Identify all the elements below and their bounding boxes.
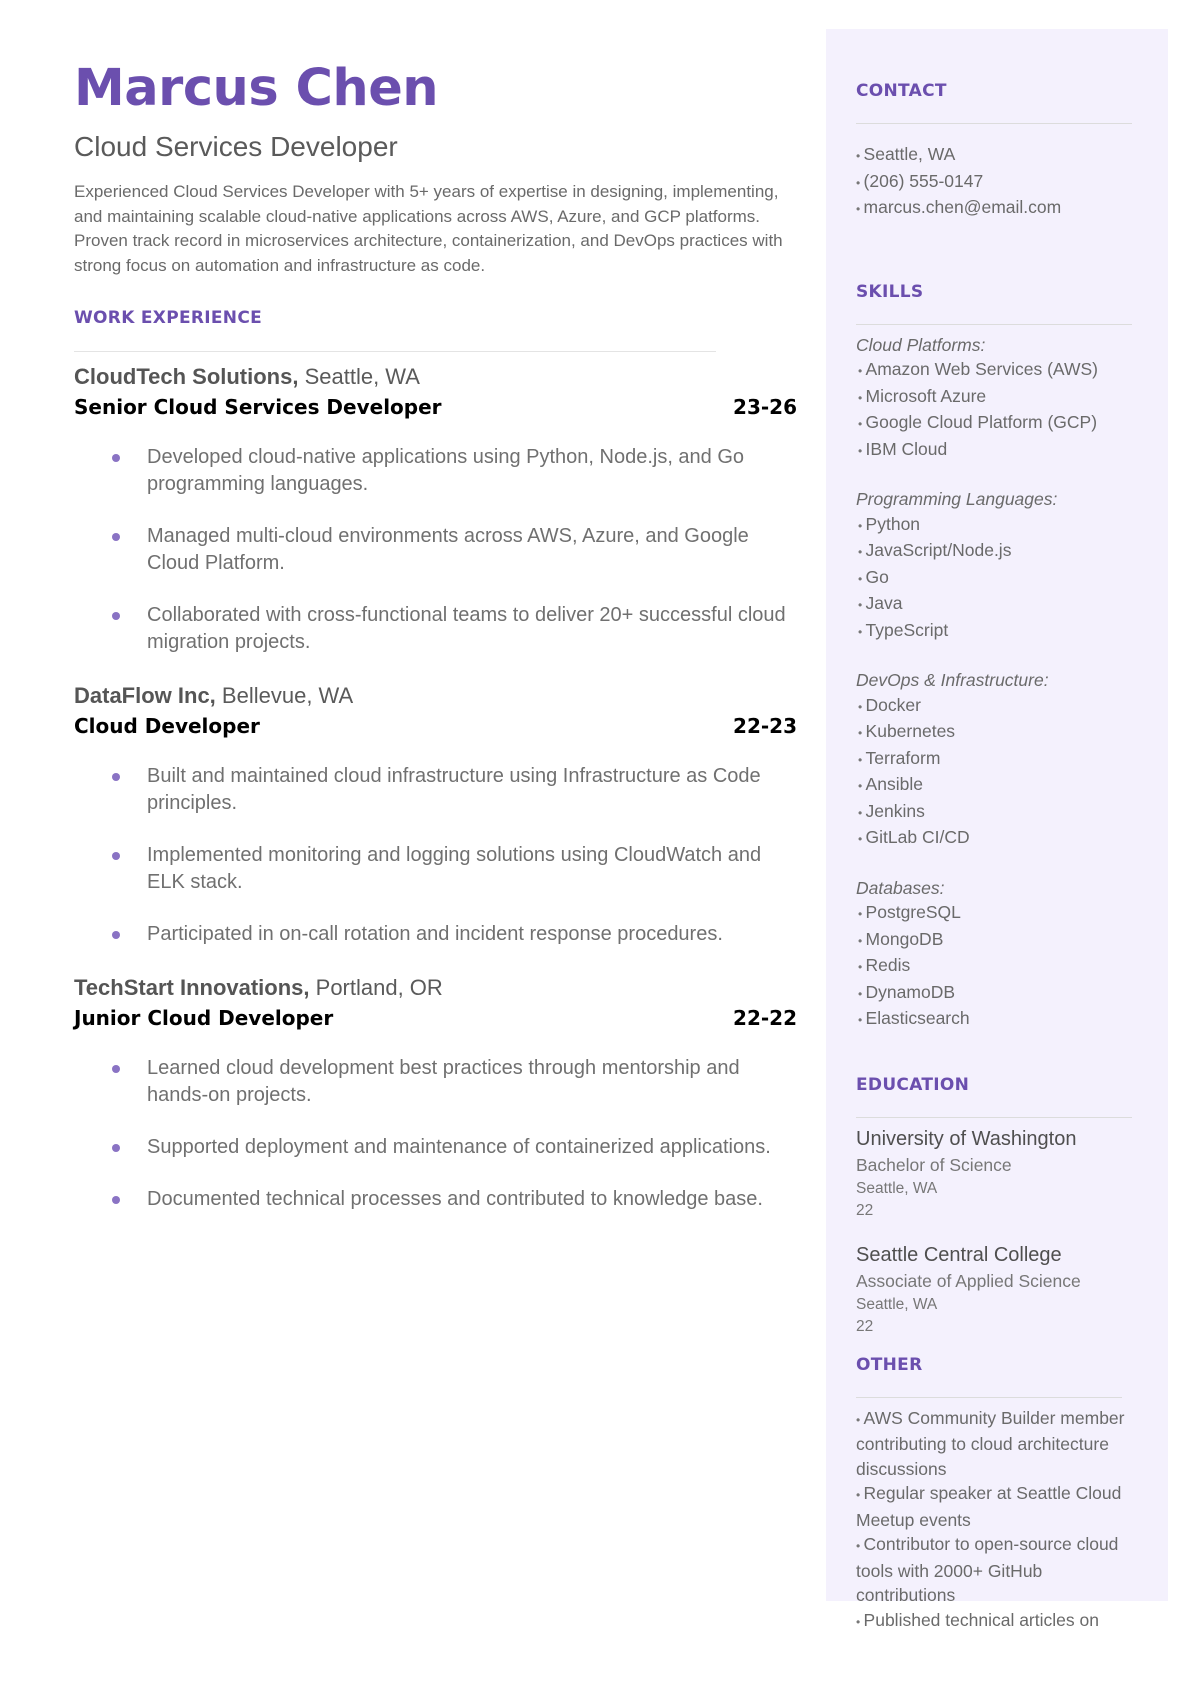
skill-item: • PostgreSQL: [856, 900, 1144, 927]
job-bullets: [74, 1055, 800, 1213]
other-item: • Published technical articles on: [856, 1608, 1144, 1635]
professional-summary: Experienced Cloud Services Developer with 5+ years of expertise in designing, implementing, and maintaining scalable cloud-native applications across AWS, Azure, and GCP platforms. Proven track record in microservices architecture, containerization, and DevOps practices with strong focus on automation and infrastructure as code.: [74, 182, 783, 275]
company-name: DataFlow Inc,: [74, 683, 216, 708]
skill-item: • IBM Cloud: [856, 437, 1144, 464]
skill-item: • Amazon Web Services (AWS): [856, 357, 1144, 384]
bullet-dot-icon: [112, 1065, 120, 1073]
education-school: University of Washington: [856, 1127, 1077, 1150]
skill-item: • Redis: [856, 953, 1144, 980]
education-location: Seattle, WA: [856, 1295, 938, 1313]
section-divider: [74, 351, 716, 352]
job-bullets: [74, 444, 800, 656]
contact-email: • marcus.chen@email.com: [856, 195, 1144, 222]
job-bullet: [74, 602, 804, 656]
job-dates: 23-26: [733, 395, 797, 419]
sidebar-content: [856, 81, 1144, 1634]
bullet-dot-icon: [112, 931, 120, 939]
bullet-dot-icon: [112, 1196, 120, 1204]
education-entry: [856, 1242, 1144, 1338]
sidebar: [826, 29, 1168, 1630]
job-company-line: [74, 681, 800, 711]
education-degree: Associate of Applied Science: [856, 1270, 1081, 1291]
job-dates: 22-23: [733, 714, 797, 738]
company-location: Bellevue, WA: [221, 683, 354, 708]
job-bullet: [74, 842, 804, 896]
skills-heading: SKILLS: [856, 281, 924, 302]
job-bullet-text: Implemented monitoring and logging solutions using CloudWatch and ELK stack.: [147, 844, 762, 893]
education-heading: EDUCATION: [856, 1074, 970, 1095]
education-degree: Bachelor of Science: [856, 1154, 1012, 1175]
education-location: Seattle, WA: [856, 1179, 938, 1197]
other-item: • Contributor to open-source cloud tools with 2000+ GitHub contributions: [856, 1532, 1144, 1608]
education-year: 22: [856, 1201, 874, 1219]
job-dates: 22-22: [733, 1006, 797, 1030]
job-role-line: [74, 711, 797, 741]
skill-item: • Elasticsearch: [856, 1006, 1144, 1033]
bullet-dot-icon: [112, 533, 120, 541]
job-bullet-text: Supported deployment and maintenance of containerized applications.: [147, 1136, 771, 1158]
skill-item: • GitLab CI/CD: [856, 825, 1144, 852]
job-role: Senior Cloud Services Developer: [74, 395, 442, 419]
job-bullet: [74, 1134, 804, 1161]
skill-item: • Java: [856, 591, 1144, 618]
education-list: [856, 1126, 1144, 1338]
bullet-dot-icon: [112, 454, 120, 462]
other-item: • Regular speaker at Seattle Cloud Meetup events: [856, 1481, 1144, 1532]
candidate-name: Marcus Chen: [74, 59, 439, 118]
education-year: 22: [856, 1317, 874, 1335]
job-bullets: [74, 763, 800, 948]
job-company-line: [74, 973, 800, 1003]
main-column: [74, 55, 800, 1238]
skills-list: [856, 333, 1144, 1033]
contact-heading: CONTACT: [856, 81, 947, 101]
skill-category: Cloud Platforms:: [856, 334, 986, 355]
skill-group: [856, 668, 1144, 852]
job-bullet: [74, 1186, 804, 1213]
skill-item: • JavaScript/Node.js: [856, 538, 1144, 565]
skill-item: • Terraform: [856, 746, 1144, 773]
job-bullet-text: Participated in on-call rotation and incident response procedures.: [147, 923, 723, 945]
bullet-dot-icon: [112, 852, 120, 860]
contact-phone: • (206) 555-0147: [856, 169, 1144, 196]
skill-category: Databases:: [856, 877, 945, 898]
job-bullet-text: Managed multi-cloud environments across AWS, Azure, and Google Cloud Platform.: [147, 525, 749, 574]
job-company-line: [74, 362, 800, 392]
section-divider: [856, 324, 1132, 325]
bullet-dot-icon: [112, 773, 120, 781]
bullet-dot-icon: [112, 1144, 120, 1152]
job-bullet-text: Developed cloud-native applications using Python, Node.js, and Go programming languages.: [147, 446, 745, 495]
skill-item: • Microsoft Azure: [856, 384, 1144, 411]
job-entry: [74, 362, 800, 656]
job-bullet-text: Collaborated with cross-functional teams to deliver 20+ successful cloud migration projects.: [147, 604, 786, 653]
job-title: Cloud Services Developer: [74, 131, 398, 162]
job-bullet: [74, 763, 804, 817]
skill-item: • DynamoDB: [856, 980, 1144, 1007]
skill-item: • Ansible: [856, 772, 1144, 799]
job-bullet: [74, 523, 804, 577]
skill-item: • MongoDB: [856, 927, 1144, 954]
work-experience-list: [74, 362, 800, 1213]
job-role-line: [74, 392, 797, 422]
education-entry: [856, 1126, 1144, 1222]
skill-group: [856, 333, 1144, 464]
work-experience-heading: WORK EXPERIENCE: [74, 308, 263, 328]
job-role: Junior Cloud Developer: [74, 1006, 334, 1030]
company-location: Seattle, WA: [304, 364, 420, 389]
skill-category: Programming Languages:: [856, 489, 1058, 509]
job-role-line: [74, 1003, 797, 1033]
job-entry: [74, 681, 800, 948]
company-location: Portland, OR: [315, 975, 443, 1000]
job-bullet: [74, 921, 804, 948]
job-bullet-text: Built and maintained cloud infrastructure using Infrastructure as Code principles.: [147, 765, 761, 814]
job-bullet-text: Documented technical processes and contributed to knowledge base.: [147, 1188, 763, 1210]
job-entry: [74, 973, 800, 1213]
job-bullet: [74, 1055, 804, 1109]
section-divider: [856, 1397, 1122, 1398]
bullet-dot-icon: [112, 612, 120, 620]
other-item: • AWS Community Builder member contributing to cloud architecture discussions: [856, 1406, 1144, 1482]
job-bullet: [74, 444, 804, 498]
skill-group: [856, 487, 1144, 644]
company-name: CloudTech Solutions,: [74, 364, 299, 389]
skill-item: • Kubernetes: [856, 719, 1144, 746]
contact-location: • Seattle, WA: [856, 142, 1144, 169]
other-list: [856, 1406, 1144, 1635]
skill-item: • Python: [856, 512, 1144, 539]
skill-item: • Go: [856, 565, 1144, 592]
contact-list: [856, 142, 1144, 222]
job-bullet-text: Learned cloud development best practices through mentorship and hands-on projects.: [147, 1057, 740, 1106]
skill-item: • Google Cloud Platform (GCP): [856, 410, 1144, 437]
education-school: Seattle Central College: [856, 1243, 1062, 1266]
skill-group: [856, 876, 1144, 1033]
company-name: TechStart Innovations,: [74, 975, 310, 1000]
other-heading: OTHER: [856, 1354, 923, 1375]
skill-item: • TypeScript: [856, 618, 1144, 645]
skill-category: DevOps & Infrastructure:: [856, 670, 1049, 690]
section-divider: [856, 1117, 1132, 1118]
skill-item: • Jenkins: [856, 799, 1144, 826]
skill-item: • Docker: [856, 693, 1144, 720]
section-divider: [856, 123, 1132, 124]
job-role: Cloud Developer: [74, 714, 260, 738]
